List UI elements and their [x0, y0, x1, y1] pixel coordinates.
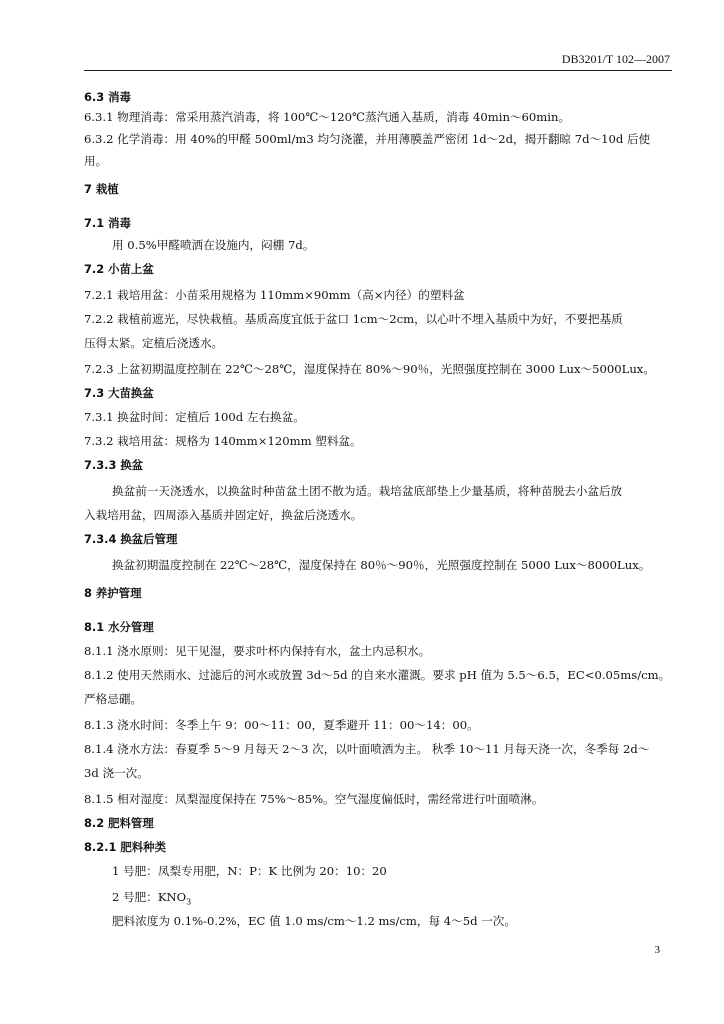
line-text: 8.1 水分管理: [84, 620, 154, 634]
paragraph-line: [84, 764, 149, 782]
line-text: 7.2.2 栽植前遮光，尽快栽植。基质高度宜低于盆口 1cm～2cm，以心叶不埋入基质中为好，不要把基质: [84, 312, 623, 326]
section-heading: [84, 180, 119, 198]
line-text: 8.1.4 浇水方法：春夏季 5～9 月每天 2～3 次，以叶面喷洒为主。 秋季 10～11 月每天浇一次，冬季每 2d～: [84, 742, 650, 756]
paragraph-line: [84, 506, 362, 524]
line-text: 8.2 肥料管理: [84, 816, 154, 830]
paragraph-line: [84, 716, 479, 734]
line-text: 7.2.3 上盆初期温度控制在 22℃～28℃，湿度保持在 80%～90％，光照强度控制在 3000 Lux～5000Lux。: [84, 362, 655, 376]
line-text: 8.2.1 肥料种类: [84, 840, 166, 854]
line-text: 7.3.1 换盆时间：定植后 100d 左右换盆。: [84, 410, 305, 424]
document-code: DB3201/T 102—2007: [561, 52, 670, 66]
paragraph-line: [84, 360, 655, 378]
line-text: 8.1.5 相对湿度：凤梨湿度保持在 75%～85%。空气湿度偏低时，需经常进行叶面喷淋。: [84, 792, 544, 806]
page-number: 3: [654, 944, 660, 956]
paragraph-line: [84, 108, 570, 126]
line-text: 6.3.2 化学消毒：用 40%的甲醛 500ml/m3 均匀浇灌，并用薄膜盖严密闭 1d～2d，揭开翻晾 7d～10d 后使: [84, 132, 651, 146]
paragraph-line: [84, 408, 305, 426]
paragraph-line: [84, 130, 650, 148]
line-text: 严格忌硼。: [84, 692, 142, 706]
line-text: 3d 浇一次。: [84, 766, 149, 780]
section-heading: [84, 88, 131, 106]
line-text: 8 养护管理: [84, 586, 142, 600]
paragraph-line: [112, 482, 622, 500]
paragraph-line: [84, 790, 543, 808]
paragraph-line: [84, 642, 430, 660]
paragraph-line: [84, 432, 362, 450]
section-heading: [84, 838, 166, 856]
paragraph-line: [84, 286, 465, 304]
line-text: 换盆前一天浇透水，以换盆时种苗盆土团不散为适。栽培盆底部垫上少量基质，将种苗脱去小盆后放: [112, 484, 623, 498]
line-text: 8.1.2 使用天然雨水、过滤后的河水或放置 3d～5d 的自来水灌溉。要求 pH 值为 5.5～6.5，EC<0.05ms/cm。: [84, 668, 671, 682]
section-heading: [84, 584, 141, 602]
section-heading: [84, 456, 143, 474]
line-text: 用 0.5%甲醛喷洒在设施内，闷棚 7d。: [112, 238, 315, 252]
subscript: 3: [186, 897, 192, 907]
header-rule: [84, 70, 672, 71]
line-text: 8.1.3 浇水时间：冬季上午 9：00～11：00，夏季避开 11：00～14：00。: [84, 718, 479, 732]
line-text: 7.1 消毒: [84, 216, 131, 230]
line-text: 7.2.1 栽培用盆：小苗采用规格为 110mm×90mm（高×内径）的塑料盆: [84, 288, 465, 302]
paragraph-line: [112, 888, 191, 911]
paragraph-line: [112, 236, 314, 254]
paragraph-line: [84, 310, 623, 328]
line-text: 7.3 大苗换盆: [84, 386, 154, 400]
paragraph-line: [112, 556, 650, 574]
section-heading: [84, 384, 154, 402]
line-text: 7.3.2 栽培用盆：规格为 140mm×120mm 塑料盆。: [84, 434, 362, 448]
line-text: 用。: [84, 154, 108, 168]
line-text: 7.3.4 换盆后管理: [84, 532, 178, 546]
line-text: 6.3 消毒: [84, 90, 131, 104]
section-heading: [84, 618, 154, 636]
section-heading: [84, 214, 131, 232]
line-text: 压得太紧。定植后浇透水。: [84, 336, 224, 350]
section-heading: [84, 530, 177, 548]
paragraph-line: [84, 690, 142, 708]
line-text: 2 号肥：KNO: [112, 890, 187, 904]
line-text: 6.3.1 物理消毒：常采用蒸汽消毒，将 100℃～120℃蒸汽通入基质，消毒 40min～60min。: [84, 110, 571, 124]
paragraph-line: [84, 152, 107, 170]
section-heading: [84, 814, 154, 832]
line-text: 7.2 小苗上盆: [84, 262, 154, 276]
section-heading: [84, 260, 154, 278]
paragraph-line: [84, 740, 649, 758]
line-text: 换盆初期温度控制在 22℃～28℃，湿度保持在 80％～90％，光照强度控制在 5000 Lux～8000Lux。: [112, 558, 651, 572]
line-text: 7 栽植: [84, 182, 119, 196]
line-text: 1 号肥：凤梨专用肥，N：P：K 比例为 20：10：20: [112, 864, 387, 878]
paragraph-line: [112, 912, 516, 930]
line-text: 入栽培用盆，四周添入基质并固定好，换盆后浇透水。: [84, 508, 363, 522]
paragraph-line: [84, 334, 223, 352]
line-text: 肥料浓度为 0.1%-0.2%，EC 值 1.0 ms/cm～1.2 ms/cm，每 4～5d 一次。: [112, 914, 516, 928]
paragraph-line: [112, 862, 387, 880]
line-text: 7.3.3 换盆: [84, 458, 144, 472]
paragraph-line: [84, 666, 670, 684]
line-text: 8.1.1 浇水原则：见干见湿，要求叶杯内保持有水，盆土内忌积水。: [84, 644, 431, 658]
